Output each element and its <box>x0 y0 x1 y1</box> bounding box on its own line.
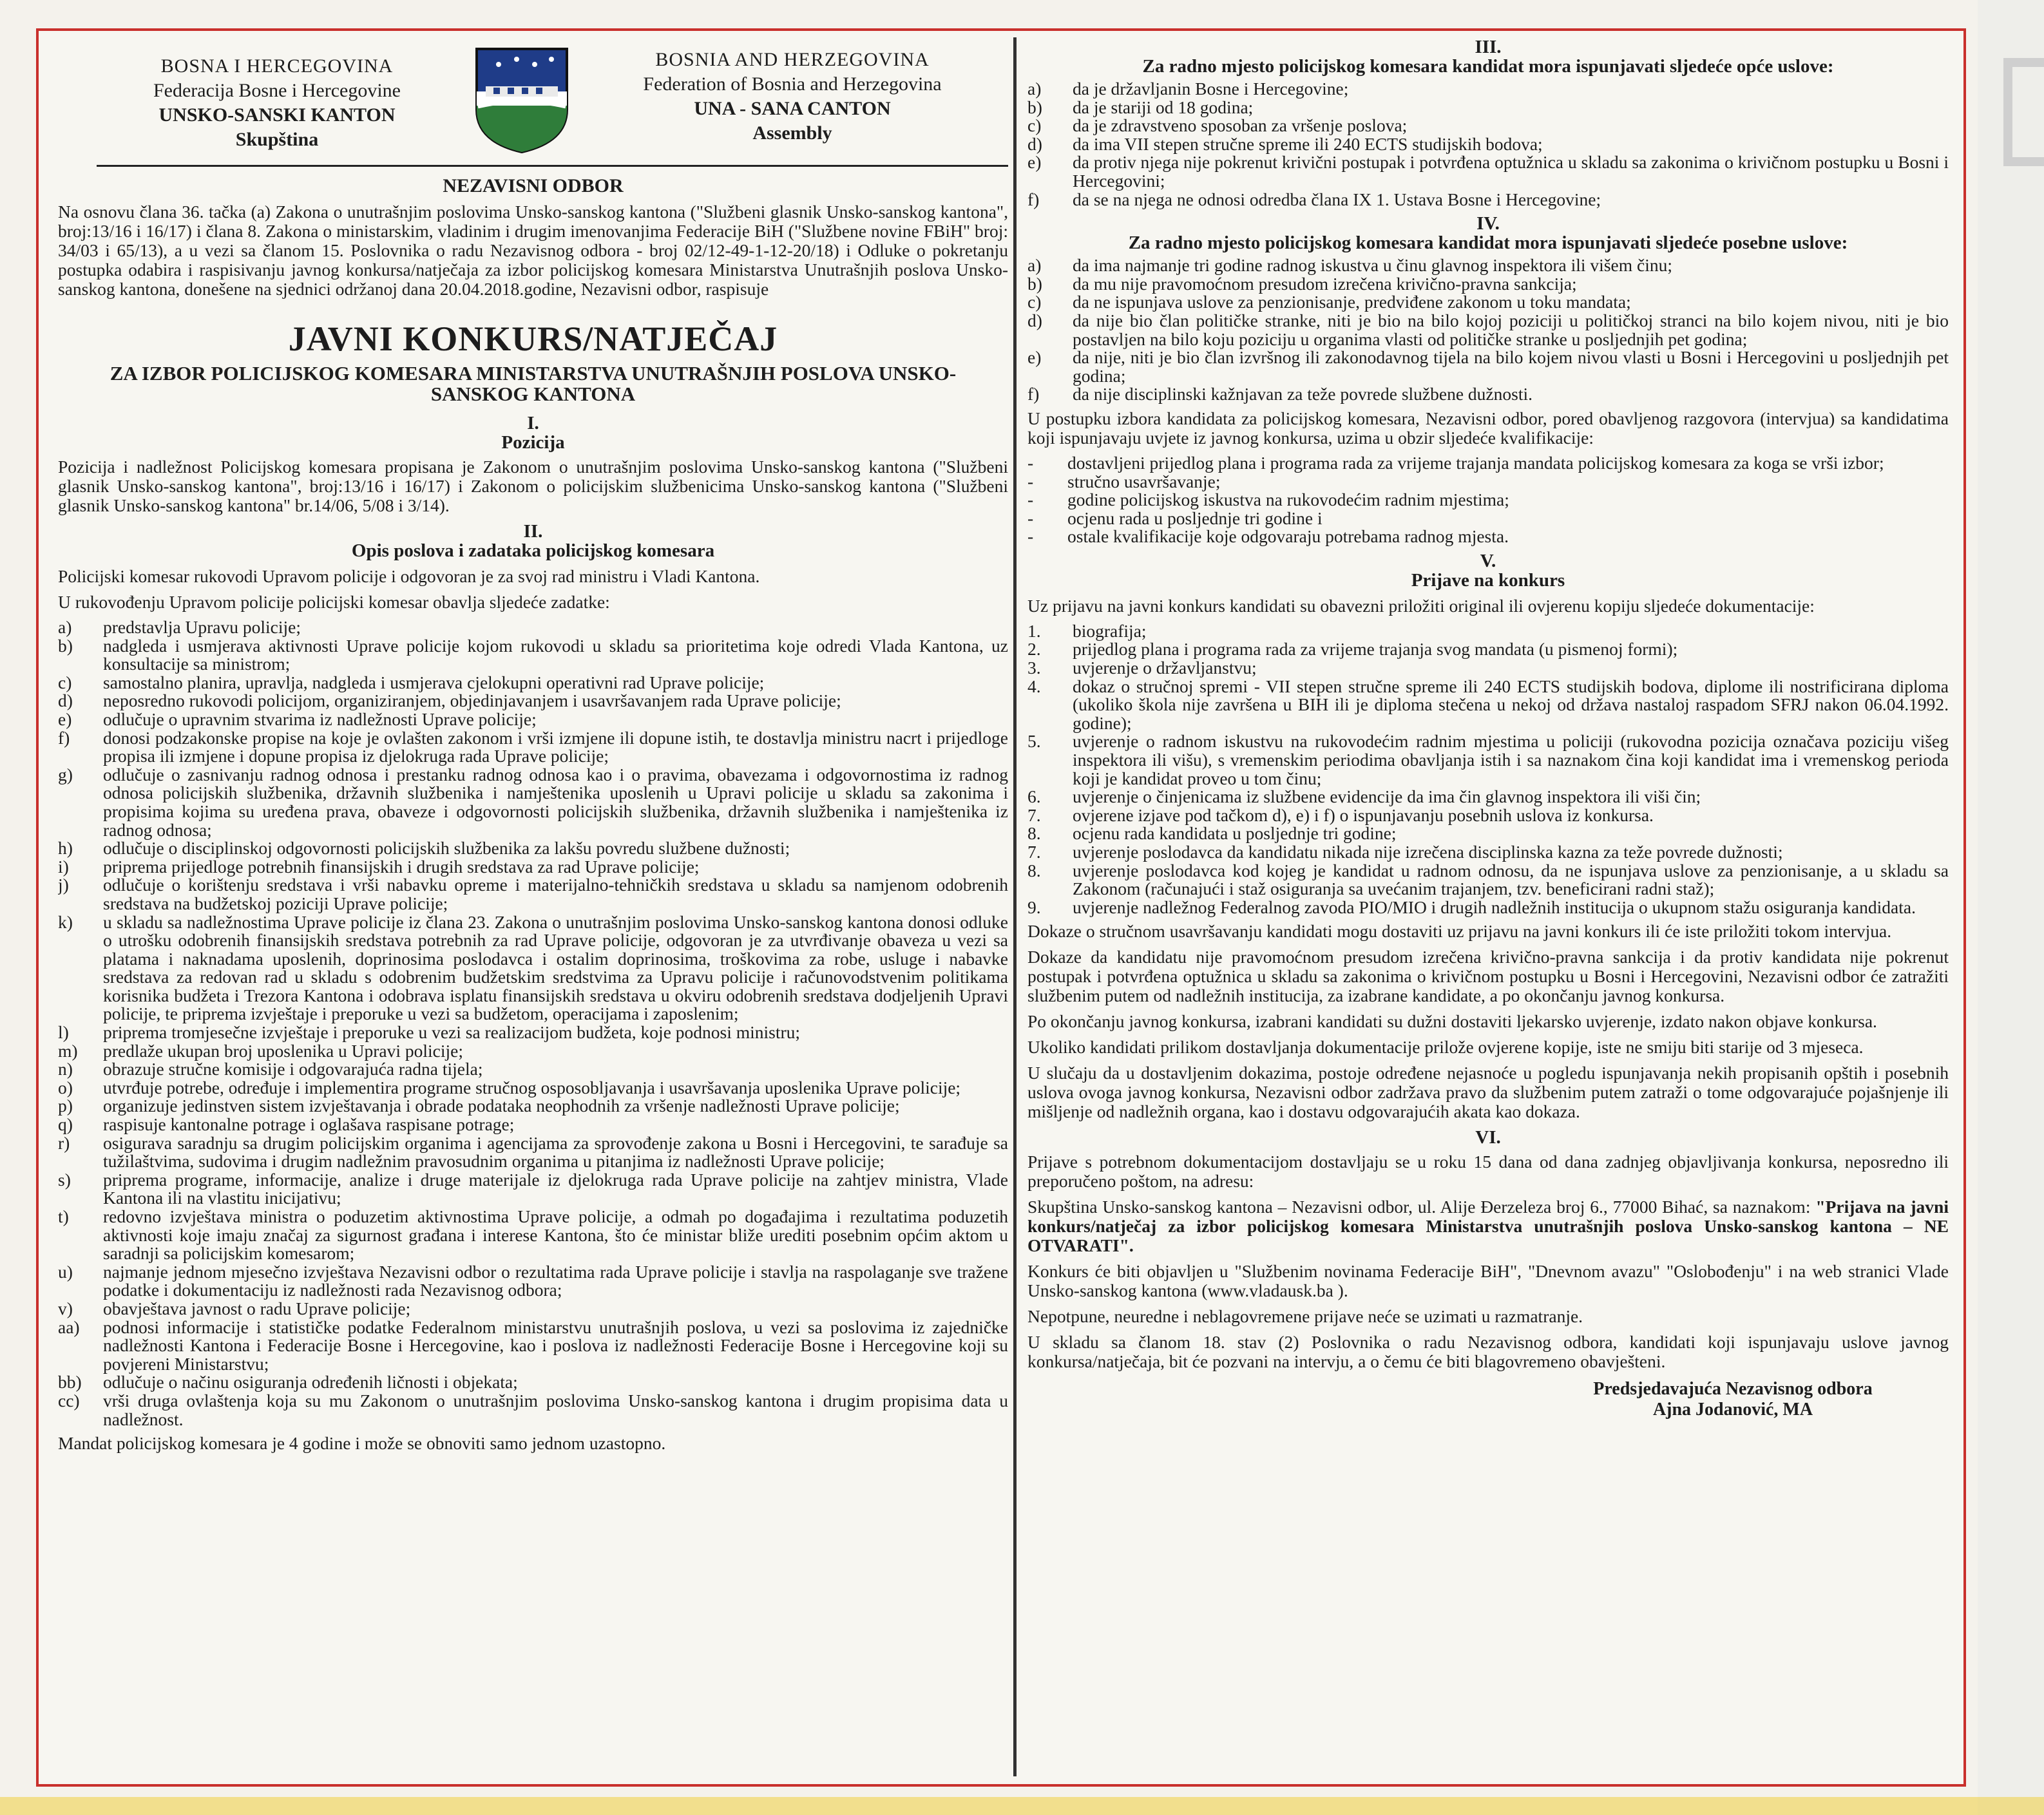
section-2-title: Opis poslova i zadataka policijskog komesara <box>351 540 715 561</box>
list-item-text: uvjerenje nadležnog Federalnog zavoda PIO/MIO i drugih nadležnih institucija o ukupnom stažu osiguranja kandidata. <box>1073 897 1916 917</box>
list-item-text: dostavljeni prijedlog plana i programa rada za vrijeme trajanja mandata policijskog komesara za koga se vrši izbor; <box>1067 452 1884 473</box>
list-item-text: da je stariji od 18 godina; <box>1073 97 1254 117</box>
list-item <box>1027 312 1949 348</box>
list-item-text: prijedlog plana i programa rada za vrijeme trajanja svog mandata (u pismenoj formi); <box>1073 639 1678 660</box>
list-item-text: ocjenu rada kandidata u posljednje tri godine; <box>1073 823 1397 844</box>
list-item-text: da nije, niti je bio član izvršnog ili zakonodavnog tijela na bilo kojem nivou vlasti u Bosni i Hercegovini u posljednjih pet godina; <box>1073 347 1949 386</box>
list-item-text: ovjerene izjave pod tačkom d), e) i f) o ispunjavanju posebnih uslova iz konkursa. <box>1073 804 1654 825</box>
list-item <box>58 637 1008 674</box>
list-item-text: da se na njega ne odnosi odredba člana IX 1. Ustava Bosne i Hercegovine; <box>1073 189 1601 209</box>
list-item-marker: f) <box>1027 384 1040 404</box>
list-item-marker: p) <box>58 1096 73 1116</box>
list-item-marker: aa) <box>58 1316 80 1337</box>
list-item-marker: 8. <box>1027 860 1041 880</box>
intro-paragraph: Na osnovu člana 36. tačka (a) Zakona o unutrašnjim poslovima Unsko-sanskog kantona ("Službeni glasnik Unsko-sanskog kantona", broj:13/16 i 16/17) i člana 8. Zakona o ministarskim, vladinim i drugim imenovanjima Federacije BiH ("Službene novine FBiH" broj: 34/03 i 65/13), a u vezi sa članom 15. Poslovnika o radu Nezavisnog odbora - broj 02/12-49-1-12-20/18) i Odluke o pokretanju postupka odabira i raspisivanju javnog konkursa/natječaja za izbor policijskog komesara Ministarstva Unutrašnjih poslova Unsko-sanskog kantona, donešene na sjednici održanoj dana 20.04.2018.godine, Nezavisni odbor, raspisuje <box>58 202 1008 299</box>
signatory-name: Ajna Jodanović, MA <box>1652 1400 1813 1420</box>
list-item-marker: j) <box>58 875 69 895</box>
list-item-text: uvjerenje o državljanstvu; <box>1073 658 1257 678</box>
section-5-paragraph-3: Po okončanju javnog konkursa, izabrani kandidati su dužni dostaviti ljekarsko uvjerenje, izdato nakon objave konkursa. <box>1027 1011 1877 1032</box>
section-1-title: Pozicija <box>501 432 565 453</box>
right-column <box>1027 33 1949 1785</box>
list-item <box>58 1097 1008 1116</box>
required-documents-list <box>1027 622 1949 917</box>
list-item-text: raspisuje kantonalne potrage i oglašava raspisane potrage; <box>103 1114 515 1135</box>
signature-block <box>1517 1379 1949 1420</box>
list-item <box>1027 788 1949 806</box>
special-conditions-list <box>1027 256 1949 404</box>
section-5-number: V. <box>1480 550 1496 571</box>
list-item-marker: t) <box>58 1206 69 1226</box>
list-item <box>1027 80 1949 99</box>
list-item <box>1027 256 1949 275</box>
list-item-marker: a) <box>58 617 72 637</box>
section-1-text: Pozicija i nadležnost Policijskog komesara propisana je Zakonom o unutrašnjim poslovima Unsko-sanskog kantona ("Službeni glasnik Unsko-sanskog kantona", broj:13/16 i 16/17) i Zakonom o policijskim službenicima Unsko-sanskog kantona ("Službeni glasnik Unsko-sanskog kantona" br.14/06, 5/08 i 3/14). <box>58 457 1008 515</box>
list-item-text: podnosi informacije i statističke podatke Federalnom ministarstvu unutrašnjih poslova, u vezi sa poslovima iz zajedničke nadležnosti Kantona i Federacije Bosne i Hercegovine, kao i poslova iz nadležnosti Federacije Bosne i Hercegovine koji su povjereni Ministarstvu; <box>103 1316 1008 1374</box>
list-item <box>1027 117 1949 135</box>
list-item-text: predstavlja Upravu policije; <box>103 617 301 637</box>
section-6-paragraph-1: Prijave s potrebnom dokumentacijom dostavljaju se u roku 15 dana od dana zadnjeg objavljivanja konkursa, neposredno ili preporučeno poštom, na adresu: <box>1027 1152 1949 1192</box>
list-item-text: dokaz o stručnoj spremi - VII stepen stručne spreme ili 240 ECTS studijskih bodova, diplome ili nostrificirana diploma (ukoliko škola nije završena u BIH ili je diploma stečena u nekoj od država nastaloj raspadom SFRJ nakon 06.04.1992. godine); <box>1073 676 1949 733</box>
list-item-text: obrazuje stručne komisije i odgovarajuća radna tijela; <box>103 1059 483 1079</box>
list-item-text: priprema programe, informacije, analize i druge materijale iz djelokruga rada Uprave policije na zahtjev ministra, Vlade Kantona ili na vlastitu inicijativu; <box>103 1169 1008 1208</box>
list-item-text: da je državljanin Bosne i Hercegovine; <box>1073 79 1349 99</box>
signatory-role: Predsjedavajuća Nezavisnog odbora <box>1593 1379 1873 1400</box>
section-5-title: Prijave na konkurs <box>1411 569 1565 591</box>
duties-list <box>58 618 1008 1429</box>
mandate-statement: Mandat policijskog komesara je 4 godine i može se obnoviti samo jednom uzastopno. <box>58 1433 666 1454</box>
section-5-paragraph-1: Dokaze o stručnom usavršavanju kandidati mogu dostaviti uz prijavu na javni konkurs ili će iste priložiti tokom intervjua. <box>1027 921 1892 942</box>
general-conditions-list <box>1027 80 1949 209</box>
list-item-marker: g) <box>58 764 73 784</box>
list-item <box>58 876 1008 913</box>
letterhead <box>58 45 1008 166</box>
list-item <box>58 1392 1008 1429</box>
list-item-text: priprema prijedloge potrebnih finansijskih i drugih sredstava za rad Uprave policije; <box>103 856 700 877</box>
board-title: NEZAVISNI ODBOR <box>443 175 624 196</box>
list-item-marker: 4. <box>1027 676 1041 696</box>
federation-name-en: Federation of Bosnia and Herzegovina <box>643 73 942 95</box>
list-item-marker: r) <box>58 1132 70 1153</box>
section-5-paragraph-5: U slučaju da u dostavljenim dokazima, postoje određene nejasnoće u pogledu ispunjavanja nekih propisanih opštih i posebnih uslova ovoga javnog konkursa, Nezavisni odbor zadržava pravo da službenim putem zatraži o tome odgovarajuće pojašnjenje ili mišljenje od nadležnih organa, kao i dostavu odgovarajućih akata kao dokaza. <box>1027 1063 1949 1122</box>
list-item-marker: - <box>1027 471 1034 491</box>
list-item <box>1027 640 1949 659</box>
list-item-text: odlučuje o načinu osiguranja određenih ličnosti i objekata; <box>103 1372 518 1392</box>
list-item-marker: - <box>1027 452 1034 473</box>
section-6-number: VI. <box>1475 1127 1501 1148</box>
list-item-marker: 9. <box>1027 897 1041 917</box>
main-title: JAVNI KONKURS/NATJEČAJ <box>288 319 778 358</box>
list-item <box>1027 385 1949 404</box>
header-rule <box>97 165 1008 167</box>
section-2-paragraph-1: Policijski komesar rukovodi Upravom policije i odgovoran je za svoj rad ministru i Vladi Kantona. <box>58 566 760 586</box>
list-item <box>1027 473 1949 491</box>
list-item-text: obavještava javnost o radu Uprave policije; <box>103 1298 411 1318</box>
section-6-paragraph-3: Konkurs će biti objavljen u "Službenim novinama Federacije BiH", "Dnevnom avazu" "Oslobođenju" i na web stranici Vlade Unsko-sanskog kantona (www.vladausk.ba ). <box>1027 1261 1949 1301</box>
section-3-title: Za radno mjesto policijskog komesara kandidat mora ispunjavati sljedeće opće uslove: <box>1142 56 1834 77</box>
list-item-text: uvjerenje o činjenicama iz službene evidencije da ima čin glavnog inspektora ili viši čin; <box>1073 786 1701 807</box>
list-item-marker: i) <box>58 856 69 877</box>
list-item <box>58 1300 1008 1318</box>
canton-coat-of-arms-icon <box>470 45 573 155</box>
list-item-text: priprema tromjesečne izvještaje i preporuke u vezi sa realizacijom budžeta, koje podnosi ministru; <box>103 1022 801 1043</box>
list-item-text: odlučuje o upravnim stvarima iz nadležnosti Uprave policije; <box>103 708 537 729</box>
list-item-marker: 6. <box>1027 786 1041 807</box>
list-item-marker: n) <box>58 1059 73 1079</box>
list-item-text: odlučuje o disciplinskoj odgovornosti policijskih službenika za lakšu povredu službene dužnosti; <box>103 838 790 859</box>
list-item-marker: f) <box>1027 189 1040 209</box>
list-item-marker: 8. <box>1027 823 1041 844</box>
list-item-marker: 3. <box>1027 658 1041 678</box>
list-item-marker: c) <box>58 672 72 692</box>
list-item-marker: d) <box>1027 310 1042 330</box>
list-item <box>1027 191 1949 209</box>
section-5-paragraph-2: Dokaze da kandidatu nije pravomoćnom presudom izrečena krivično-pravna sankcija i da protiv kandidata nije pokrenut postupak i potvrđena optužnica u skladu sa zakonima o krivičnom postupku u Bosni i Hercegovini, Nezavisni odbor će zatražiti službenim putem od nadležnih institucija, za izabrane kandidate, a po okončanju javnog konkursa. <box>1027 947 1949 1006</box>
list-item <box>1027 659 1949 678</box>
list-item <box>58 1318 1008 1374</box>
assembly-bs: Skupština <box>235 129 319 150</box>
list-item <box>58 1263 1008 1300</box>
section-5-intro: Uz prijavu na javni konkurs kandidati su obavezni priložiti original ili ovjerenu kopiju sljedeće dokumentacije: <box>1027 595 1815 616</box>
list-item-text: organizuje jedinstven sistem izvještavanja i obrade podataka neophodnih za vršenje nadležnosti Uprave policije; <box>103 1096 900 1116</box>
section-5-paragraph-4: Ukoliko kandidati prilikom dostavljanja dokumentacije prilože ovjerene kopije, iste ne smiju biti starije od 3 mjeseca. <box>1027 1037 1864 1058</box>
selection-criteria-paragraph: U postupku izbora kandidata za policijskog komesara, Nezavisni odbor, pored obavljenog razgovora (intervjua) sa kandidatima koji ispunjavaju uvjete iz javnog konkursa, uzima u obzir sljedeće kvalifikacije: <box>1027 408 1949 448</box>
list-item-marker: 2. <box>1027 639 1041 660</box>
list-item <box>58 1079 1008 1098</box>
list-item-text: biografija; <box>1073 620 1147 641</box>
list-item <box>58 1171 1008 1208</box>
list-item <box>1027 732 1949 788</box>
list-item <box>58 913 1008 1024</box>
list-item-marker: e) <box>1027 347 1042 368</box>
list-item-marker: b) <box>58 635 73 656</box>
list-item-text: da ne ispunjava uslove za penzionisanje, predviđene zakonom u toku mandata; <box>1073 292 1631 312</box>
list-item-text: uvjerenje poslodavca da kandidatu nikada nije izrečena disciplinska kazna za teže povrede dužnosti; <box>1073 842 1783 862</box>
list-item <box>1027 824 1949 843</box>
canton-name-bs: UNSKO-SANSKI KANTON <box>158 104 396 126</box>
list-item <box>58 618 1008 637</box>
list-item-marker: a) <box>1027 255 1042 276</box>
list-item-marker: k) <box>58 911 73 932</box>
subtitle: ZA IZBOR POLICIJSKOG KOMESARA MINISTARSTVA UNUTRAŠNJIH POSLOVA UNSKO-SANSKOG KANTONA <box>110 362 957 405</box>
column-divider <box>1013 37 1017 1776</box>
list-item-marker: l) <box>58 1022 69 1043</box>
list-item-marker: d) <box>1027 133 1042 154</box>
list-item-marker: cc) <box>58 1390 80 1411</box>
list-item-text: nadgleda i usmjerava aktivnosti Uprave policije kojom rukovodi u skladu sa prioritetima koje odredi Vlada Kantona, uz konsultacije sa ministrom; <box>103 635 1008 674</box>
list-item <box>1027 509 1949 528</box>
list-item-marker: d) <box>58 690 73 711</box>
list-item <box>1027 454 1949 473</box>
list-item-marker: 7. <box>1027 804 1041 825</box>
list-item-marker: b) <box>1027 97 1042 117</box>
list-item <box>1027 491 1949 509</box>
list-item-text: stručno usavršavanje; <box>1067 471 1221 491</box>
country-name-en: BOSNIA AND HERZEGOVINA <box>655 49 930 70</box>
list-item <box>1027 806 1949 825</box>
list-item <box>1027 622 1949 641</box>
federation-name-bs: Federacija Bosne i Hercegovine <box>153 80 401 101</box>
envelope-marking: "Prijava na javni konkurs/natječaj za izbor policijskog komesara Ministarstva unutrašnjih poslova Unsko-sanskog kantona – NE OTVARATI". <box>1027 1197 1949 1256</box>
list-item-marker: a) <box>1027 79 1042 99</box>
list-item-marker: s) <box>58 1169 71 1190</box>
list-item-text: utvrđuje potrebe, određuje i implementira programe stručnog osposobljavanja i usavršavanja uposlenika Uprave policije; <box>103 1077 961 1098</box>
assembly-en: Assembly <box>752 122 832 144</box>
list-item <box>58 1373 1008 1392</box>
list-item-marker: - <box>1027 508 1034 528</box>
list-item-marker: 7. <box>1027 842 1041 862</box>
list-item-text: odlučuje o zasnivanju radnog odnosa i prestanku radnog odnosa kao i o pravima, obavezama i odgovornostima iz radnog odnosa policijskih službenika, državnih službenika i namještenika uposlenih u Upravi policije u skladu sa zakonima i propisima kojima su uređena prava, obaveze i odgovornosti policijskih službenika, državnih službenika i namještenika iz radnog odnosa; <box>103 764 1008 840</box>
list-item <box>1027 293 1949 312</box>
section-6-paragraph-5: U skladu sa članom 18. stav (2) Poslovnika o radu Nezavisnog odbora, kandidati koji ispunjavaju uslove javnog konkursa/natječaja, bit će pozvani na intervju, a o čemu će biti blagovremeno obavješteni. <box>1027 1332 1949 1372</box>
list-item-text: da protiv njega nije pokrenut krivični postupak i potvrđena optužnica u skladu sa zakonima o krivičnom postupku u Bosni i Hercegovini; <box>1073 152 1949 191</box>
adjacent-page-edge <box>1978 0 2044 1815</box>
country-name-bs: BOSNA I HERCEGOVINA <box>160 55 394 77</box>
list-item <box>1027 678 1949 733</box>
list-item-text: da mu nije pravomoćnom presudom izrečena krivično-pravna sankcija; <box>1073 273 1577 294</box>
list-item-text: najmanje jednom mjesečno izvještava Nezavisni odbor o rezultatima rada Uprave policije i stavlja na raspolaganje sve tražene podatke i dokumentaciju iz nadležnosti rada Nezavisnog odbora; <box>103 1261 1008 1300</box>
list-item-text: da nije bio član političke stranke, niti je bio na bilo kojoj poziciji u političkoj stranci na bilo kojem nivou, niti je bio postavljen na bilo koju poziciju u organima vlasti od političke stranke u posljednjih pet godina; <box>1073 310 1949 349</box>
list-item <box>1027 898 1949 917</box>
selection-criteria-list <box>1027 454 1949 546</box>
list-item-marker: 5. <box>1027 731 1041 752</box>
list-item-text: osigurava saradnju sa drugim policijskim organima i agencijama za sprovođenje zakona u Bosni i Hercegovini, te sarađuje sa tužilaštvima, sudovima i drugim nadležnim pravosudnim organima u pitanjima iz nadležnosti Uprave policije; <box>103 1132 1008 1172</box>
list-item-marker: - <box>1027 526 1034 547</box>
list-item-text: uvjerenje o radnom iskustvu na rukovodećim radnim mjestima u policiji (rukovodna pozicija označava poziciju višeg inspektora ili višu), s vremenskim periodima obavljanja istih i sa naznakom čina koji kandidat ima i vremenskog perioda koji je kandidat proveo u tom činu; <box>1073 731 1949 788</box>
list-item <box>1027 843 1949 862</box>
list-item-text: neposredno rukovodi policijom, organiziranjem, objedinjavanjem i usavršavanjem rada Uprave policije; <box>103 690 841 711</box>
list-item <box>58 1134 1008 1171</box>
section-2-number: II. <box>523 521 543 542</box>
list-item-marker: b) <box>1027 273 1042 294</box>
list-item <box>58 1060 1008 1079</box>
list-item-marker: c) <box>1027 115 1042 136</box>
list-item <box>58 839 1008 858</box>
section-6-paragraph-4: Nepotpune, neuredne i neblagovremene prijave neće se uzimati u razmatranje. <box>1027 1306 1583 1327</box>
list-item-text: ocjenu rada u posljednje tri godine i <box>1067 508 1323 528</box>
section-6-address-block <box>1027 1197 1949 1255</box>
list-item-marker: 1. <box>1027 620 1041 641</box>
list-item-text: odlučuje o korištenju sredstava i vrši nabavku opreme i materijalno-tehničkih sredstava u skladu sa namjenom odobrenih sredstava na budžetskoj poziciji Uprave policije; <box>103 875 1008 913</box>
submission-address: Skupština Unsko-sanskog kantona – Nezavisni odbor, ul. Alije Đerzeleza broj 6., 77000 Bihać, sa naznakom: <box>1027 1197 1811 1217</box>
list-item-text: godine policijskog iskustva na rukovodećim radnim mjestima; <box>1067 489 1509 510</box>
list-item <box>1027 275 1949 294</box>
letterhead-left <box>97 54 457 152</box>
list-item <box>1027 99 1949 117</box>
list-item-marker: f) <box>58 727 70 748</box>
list-item <box>58 1042 1008 1061</box>
list-item-text: u skladu sa nadležnostima Uprave policije iz člana 23. Zakona o unutrašnjim poslovima Unsko-sanskog kantona donosi odluke o utrošku odobrenih finansijskih sredstava potrebnih za rad Uprave policije, odgovoran je za utvrđivanje obaveza u vezi sa platama i naknadama uposlenih, doprinosima poslodavca i ostalim doprinosima, troškovima za robe, usluge i nabavke sredstava za redovan rad u skladu s odobrenim budžetskim sredstvima za Upravu policije i računovodstvenim politikama korisnika budžeta i Trezora Kantona i odobrava isplatu finansijskih sredstava u okviru odobrenih sredstava dodjeljenih Upravi policije, te priprema izvještaje i preporuke u vezi sa budžetom, operacijama i zaposlenim; <box>103 911 1008 1024</box>
list-item <box>58 729 1008 766</box>
list-item-text: da je zdravstveno sposoban za vršenje poslova; <box>1073 115 1408 136</box>
list-item <box>1027 862 1949 898</box>
list-item <box>58 674 1008 692</box>
list-item <box>58 1023 1008 1042</box>
list-item-text: da ima najmanje tri godine radnog iskustva u činu glavnog inspektora ili višem činu; <box>1073 255 1672 276</box>
list-item <box>58 1208 1008 1263</box>
list-item-text: uvjerenje poslodavca kod kojeg je kandidat u radnom odnosu, da ne ispunjava uslove za penzionisanje, a u skladu sa Zakonom (računajući i staž osiguranja sa uvećanim trajanjem, tzv. beneficirani radni staž); <box>1073 860 1949 899</box>
list-item-marker: e) <box>1027 152 1042 173</box>
list-item-marker: q) <box>58 1114 73 1135</box>
list-item-text: ostale kvalifikacije koje odgovaraju potrebama radnog mjesta. <box>1067 526 1509 547</box>
list-item-text: redovno izvještava ministra o poduzetim aktivnostima Uprave policije, a odmah po događajima i rezultatima poduzetih aktivnosti koje imaju značaj za sigurnost građana i interese Kantona, što će ministar bliže urediti posebnim općim aktom u saradnji sa policijskim komesarom; <box>103 1206 1008 1264</box>
left-column <box>58 45 1008 1784</box>
list-item <box>58 1116 1008 1134</box>
list-item <box>58 766 1008 839</box>
list-item-marker: h) <box>58 838 73 859</box>
section-4-number: IV. <box>1476 213 1500 234</box>
list-item <box>58 710 1008 729</box>
letterhead-right <box>612 48 973 146</box>
list-item <box>1027 135 1949 154</box>
list-item-marker: u) <box>58 1261 73 1282</box>
list-item <box>58 692 1008 710</box>
list-item-marker: e) <box>58 708 72 729</box>
section-4-title: Za radno mjesto policijskog komesara kandidat mora ispunjavati sljedeće posebne uslove: <box>1128 233 1848 254</box>
bottom-color-strip <box>0 1797 2044 1815</box>
list-item-text: da nije disciplinski kažnjavan za teže povrede službene dužnosti. <box>1073 384 1533 404</box>
list-item-marker: o) <box>58 1077 73 1098</box>
list-item <box>1027 153 1949 190</box>
list-item-text: samostalno planira, upravlja, nadgleda i usmjerava cjelokupni operativni rad Uprave policije; <box>103 672 765 692</box>
list-item-text: da ima VII stepen stručne spreme ili 240 ECTS studijskih bodova; <box>1073 133 1543 154</box>
section-2-paragraph-2: U rukovođenju Upravom policije policijski komesar obavlja sljedeće zadatke: <box>58 592 610 612</box>
list-item-text: donosi podzakonske propise na koje je ovlašten zakonom i vrši izmjene ili dopune istih, te dostavlja ministru nacrt i prijedloge propisa ili izmjene i dopune propisa iz djelokruga rada Uprave policije; <box>103 727 1008 766</box>
list-item-text: predlaže ukupan broj uposlenika u Upravi policije; <box>103 1040 463 1061</box>
list-item <box>1027 527 1949 546</box>
section-3-number: III. <box>1475 37 1502 57</box>
list-item <box>1027 348 1949 385</box>
canton-name-en: UNA - SANA CANTON <box>694 98 891 119</box>
list-item-marker: - <box>1027 489 1034 510</box>
list-item-text: vrši druga ovlaštenja koja su mu Zakonom o unutrašnjim poslovima Unsko-sanskog kantona i drugim propisima data u nadležnost. <box>103 1390 1008 1429</box>
list-item-marker: v) <box>58 1298 73 1318</box>
section-1-number: I. <box>527 413 539 433</box>
list-item-marker: c) <box>1027 292 1042 312</box>
list-item-marker: bb) <box>58 1372 82 1392</box>
list-item <box>58 858 1008 877</box>
list-item-marker: m) <box>58 1040 78 1061</box>
